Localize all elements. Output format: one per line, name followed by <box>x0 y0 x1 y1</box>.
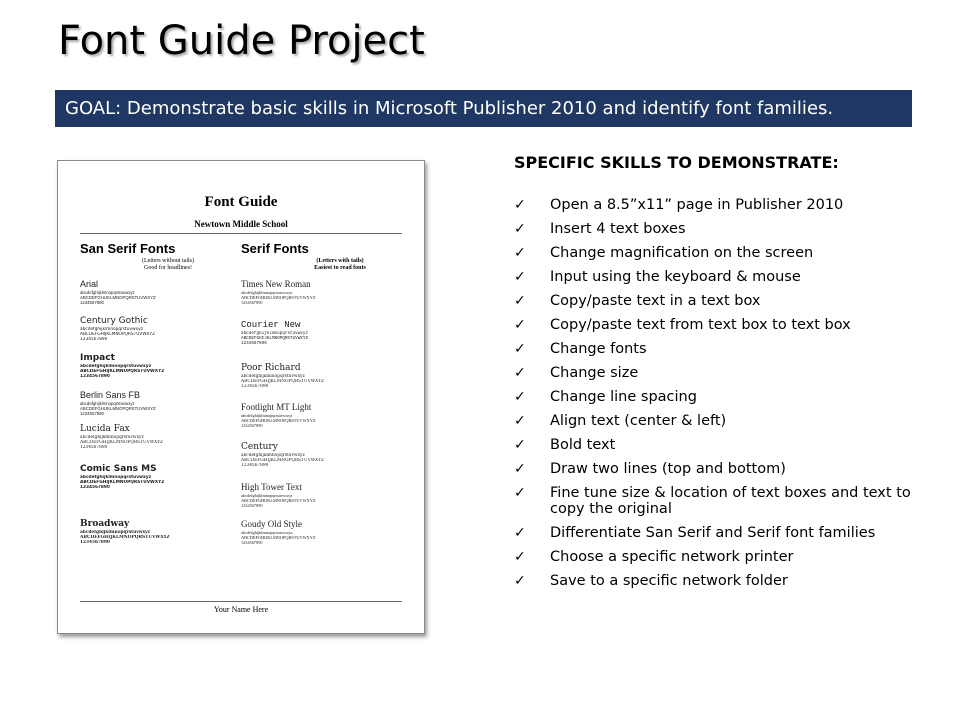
serif-font-sample: ABCDEFGHIJKLMNOPQRSTUVWXYZ <box>241 458 325 463</box>
serif-font-name: Times New Roman <box>241 279 311 289</box>
skill-text: Change fonts <box>550 341 647 357</box>
skill-text: Choose a specific network printer <box>550 549 794 565</box>
check-mark-icon: ✓ <box>514 245 526 261</box>
sans-serif-note <box>108 258 228 272</box>
serif-font-name: Goudy Old Style <box>241 519 303 529</box>
serif-font-name: Courier New <box>241 320 301 330</box>
check-mark-icon: ✓ <box>514 317 526 333</box>
skill-text: Insert 4 text boxes <box>550 221 686 237</box>
check-mark-icon: ✓ <box>514 365 526 381</box>
sans-serif-font-sample: 1234567890 <box>80 337 108 342</box>
serif-font-name: Footlight MT Light <box>241 402 312 412</box>
sans-serif-font-entry <box>80 464 220 490</box>
sans-serif-font-name: Arial <box>80 279 99 289</box>
skill-item <box>514 413 914 429</box>
sans-serif-font-entry <box>80 390 220 416</box>
skill-text: Input using the keyboard & mouse <box>550 269 801 285</box>
serif-heading: Serif Fonts <box>241 241 309 256</box>
sans-serif-font-name: Broadway <box>80 519 130 529</box>
sans-serif-font-sample: 1234567890 <box>80 300 104 305</box>
serif-font-sample: abcdefghijklmnopqrstuvwxyz <box>241 290 293 295</box>
serif-font-sample: 1234567890 <box>241 300 263 305</box>
sans-serif-font-sample: abcdefghijklmnopqrstuvwxyz <box>80 327 143 332</box>
check-mark-icon: ✓ <box>514 389 526 405</box>
skill-text: Change line spacing <box>550 389 697 405</box>
serif-font-entry <box>241 402 381 428</box>
check-mark-icon: ✓ <box>514 293 526 309</box>
skill-item <box>514 317 914 333</box>
sans-serif-font-entry <box>80 519 220 545</box>
skill-item <box>514 341 914 357</box>
sans-serif-font-sample: ABCDEFGHIJKLMNOPQRSTUVWXYZ <box>80 535 170 540</box>
sans-serif-font-entry <box>80 279 220 305</box>
skill-text: Open a 8.5”x11” page in Publisher 2010 <box>550 197 844 213</box>
serif-font-sample: ABCDEFGHIJKLMNOPQRSTUVWXYZ <box>241 379 325 384</box>
slide-title: Font Guide Project <box>58 18 425 64</box>
serif-font-sample: abcdefghijklmnopqrstuvwxyz <box>241 374 305 379</box>
sans-serif-font-sample: ABCDEFGHIJKLMNOPQRSTUVWXYZ <box>80 369 165 374</box>
serif-font-sample: abcdefghijklmnopqrstuvwxyz <box>241 331 309 336</box>
skill-item <box>514 549 914 565</box>
document-school-name: Newtown Middle School <box>194 219 288 229</box>
skill-text: Draw two lines (top and bottom) <box>550 461 786 477</box>
document-footer: Your Name Here <box>213 605 269 614</box>
sans-serif-font-sample: abcdefghijklmnopqrstuvwxyz <box>80 290 135 295</box>
skills-list <box>514 197 914 597</box>
sans-serif-font-sample: abcdefghijklmnopqrstuvwxyz <box>80 401 135 406</box>
font-guide-document-preview <box>57 160 425 634</box>
check-mark-icon: ✓ <box>514 573 526 589</box>
skill-text: Fine tune size & location of text boxes and text to copy the original <box>550 485 911 517</box>
sans-serif-font-sample: ABCDEFGHIJKLMNOPQRSTUVWXYZ <box>80 440 164 445</box>
sans-serif-font-name: Century Gothic <box>80 316 148 326</box>
serif-font-sample: ABCDEFGHIJKLMNOPQRSTUVWXYZ <box>241 535 316 540</box>
serif-font-entry <box>241 482 381 508</box>
serif-note-line-2: Easiest to read fonts <box>314 265 366 271</box>
sans-serif-font-sample: ABCDEFGHIJKLMNOPQRSTUVWXYZ <box>80 332 156 337</box>
skill-item <box>514 197 914 213</box>
check-mark-icon: ✓ <box>514 549 526 565</box>
serif-font-name: High Tower Text <box>241 482 302 492</box>
skill-item <box>514 245 914 261</box>
sans-serif-font-sample: abcdefghijklmnopqrstuvwxyz <box>80 435 144 440</box>
sans-serif-font-sample: 1234567890 <box>80 540 110 545</box>
serif-font-name: Poor Richard <box>241 363 301 373</box>
skill-text: Bold text <box>550 437 616 453</box>
sans-serif-font-sample: 1234567890 <box>80 411 104 416</box>
serif-note-line-1: (Letters with tails) <box>316 258 364 264</box>
skill-item <box>514 461 914 477</box>
sans-serif-font-name: Comic Sans MS <box>80 464 157 474</box>
sans-serif-font-sample: abcdefghijklmnopqrstuvwxyz <box>80 530 150 535</box>
sans-serif-font-entry <box>80 316 220 342</box>
sans-serif-font-sample: 1234567890 <box>80 374 110 379</box>
check-mark-icon: ✓ <box>514 221 526 237</box>
serif-font-name: Century <box>241 442 278 452</box>
skill-text: Change magnification on the screen <box>550 245 814 261</box>
check-mark-icon: ✓ <box>514 413 526 429</box>
skill-text: Copy/paste text from text box to text box <box>550 317 851 333</box>
sans-serif-font-name: Impact <box>80 353 115 363</box>
serif-font-entry <box>241 442 381 468</box>
serif-font-sample: abcdefghijklmnopqrstuvwxyz <box>241 413 293 418</box>
sans-serif-font-sample: 1234567890 <box>80 485 110 490</box>
serif-font-entry <box>241 279 381 305</box>
sans-serif-font-sample: ABCDEFGHIJKLMNOPQRSTUVWXYZ <box>80 480 165 485</box>
skill-text: Save to a specific network folder <box>550 573 788 589</box>
sans-serif-font-sample: abcdefghijklmnopqrstuvwxyz <box>80 364 152 369</box>
goal-banner: GOAL: Demonstrate basic skills in Microsoft Publisher 2010 and identify font families. <box>55 90 912 127</box>
skill-item <box>514 269 914 285</box>
skill-item <box>514 293 914 309</box>
skill-text: Align text (center & left) <box>550 413 727 429</box>
sans-serif-font-sample: ABCDEFGHIJKLMNOPQRSTUVWXYZ <box>80 406 156 411</box>
serif-font-sample: 1234567890 <box>241 341 267 346</box>
sans-serif-note-line-1: (Letters without tails) <box>142 258 194 264</box>
check-mark-icon: ✓ <box>514 341 526 357</box>
serif-font-sample: ABCDEFGHIJKLMNOPQRSTUVWXYZ <box>241 336 309 341</box>
sans-serif-font-entry <box>80 424 220 450</box>
sans-serif-font-sample: 1234567890 <box>80 445 108 450</box>
bottom-rule <box>80 601 402 602</box>
skill-item <box>514 525 914 541</box>
skill-item <box>514 485 914 517</box>
sans-serif-note-line-2: Good for headlines! <box>144 265 192 271</box>
skill-item <box>514 437 914 453</box>
sans-serif-font-sample: ABCDEFGHIJKLMNOPQRSTUVWXYZ <box>80 295 156 300</box>
sans-serif-font-entry <box>80 353 220 379</box>
serif-font-sample: 1234567890 <box>241 503 263 508</box>
sans-serif-font-name: Lucida Fax <box>80 424 130 434</box>
serif-font-sample: abcdefghijklmnopqrstuvwxyz <box>241 493 293 498</box>
skill-text: Change size <box>550 365 639 381</box>
serif-font-sample: 1234567890 <box>241 463 269 468</box>
skill-item <box>514 221 914 237</box>
serif-font-sample: 1234567890 <box>241 384 269 389</box>
check-mark-icon: ✓ <box>514 197 526 213</box>
sans-serif-font-name: Berlin Sans FB <box>80 390 141 400</box>
skill-item <box>514 365 914 381</box>
check-mark-icon: ✓ <box>514 525 526 541</box>
sans-serif-heading: San Serif Fonts <box>80 241 176 256</box>
serif-font-sample: ABCDEFGHIJKLMNOPQRSTUVWXYZ <box>241 295 316 300</box>
serif-font-sample: ABCDEFGHIJKLMNOPQRSTUVWXYZ <box>241 418 316 423</box>
check-mark-icon: ✓ <box>514 461 526 477</box>
top-rule <box>80 233 402 234</box>
skill-text: Copy/paste text in a text box <box>550 293 761 309</box>
serif-font-entry <box>241 519 381 545</box>
serif-font-entry <box>241 363 381 389</box>
skill-item <box>514 389 914 405</box>
sans-serif-font-sample: abcdefghijklmnopqrstuvwxyz <box>80 475 152 480</box>
serif-font-sample: 1234567890 <box>241 423 263 428</box>
document-title: Font Guide <box>204 194 278 210</box>
serif-font-sample: 1234567890 <box>241 540 263 545</box>
skill-item <box>514 573 914 589</box>
check-mark-icon: ✓ <box>514 269 526 285</box>
serif-font-sample: ABCDEFGHIJKLMNOPQRSTUVWXYZ <box>241 498 316 503</box>
serif-font-sample: abcdefghijklmnopqrstuvwxyz <box>241 453 305 458</box>
skill-text: Differentiate San Serif and Serif font families <box>550 525 876 541</box>
skills-heading: SPECIFIC SKILLS TO DEMONSTRATE: <box>514 153 839 172</box>
serif-note <box>280 258 400 272</box>
check-mark-icon: ✓ <box>514 437 526 453</box>
check-mark-icon: ✓ <box>514 485 526 501</box>
serif-font-sample: abcdefghijklmnopqrstuvwxyz <box>241 530 293 535</box>
serif-font-entry <box>241 320 381 346</box>
